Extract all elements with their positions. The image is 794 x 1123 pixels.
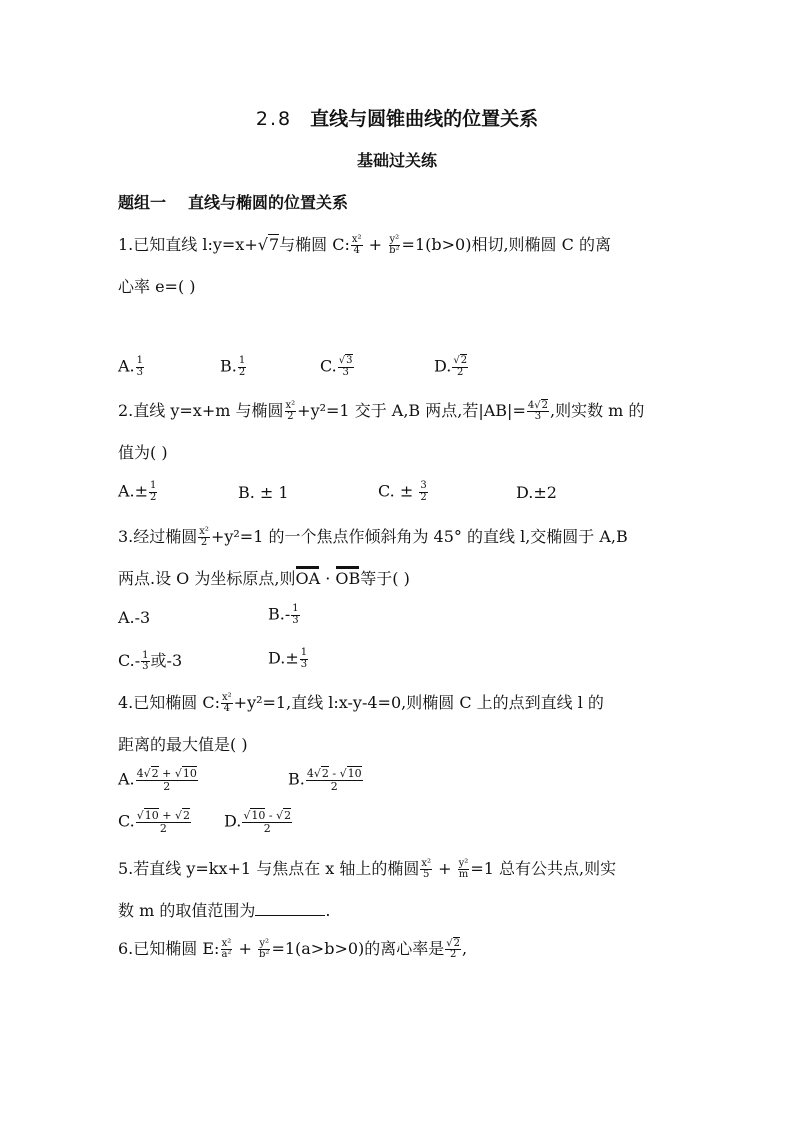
q3-option-b[interactable] <box>268 604 301 626</box>
question-5-line-1 <box>118 856 616 881</box>
q2-option-c-num: 3 <box>420 480 427 491</box>
q1-option-c-radicand: 3 <box>346 355 353 366</box>
q5-plus: + <box>438 859 452 878</box>
q2-ab-fraction <box>527 401 549 423</box>
q2-ab-num: 4√2 <box>527 399 548 411</box>
q3-x-den: 2 <box>200 537 208 548</box>
q4-option-b-fraction <box>306 768 363 792</box>
q1-option-c-label: C. <box>320 356 337 376</box>
q1-option-d-radicand: 2 <box>460 355 468 366</box>
q5-answer-blank[interactable] <box>255 901 325 916</box>
q4-option-c-rad1: 10 <box>144 809 159 822</box>
q4-option-b-den: 2 <box>330 779 338 793</box>
q4-option-a-fraction <box>136 768 198 792</box>
q1-option-a-den: 3 <box>136 366 144 378</box>
q4-option-a-op: + <box>158 767 175 780</box>
q4-option-b-label: B. <box>288 769 305 789</box>
q4-option-c-rad2: 2 <box>183 809 191 822</box>
section-number: 2.8 <box>255 108 293 130</box>
q3-option-d-num: 1 <box>300 647 308 658</box>
q4-option-d-label: D. <box>224 811 242 831</box>
q4-option-d-rad2: 2 <box>284 809 292 822</box>
q4-option-b-op: - <box>328 767 340 780</box>
q3-line2-a: 两点.设 O 为坐标原点,则 <box>118 569 296 588</box>
q2-x-den: 2 <box>287 411 294 422</box>
section-title: 直线与圆锥曲线的位置关系 <box>310 108 539 130</box>
q1-option-a-label: A. <box>118 356 135 376</box>
q1-option-c-den: 3 <box>342 366 349 378</box>
q6-tail: , <box>462 939 468 958</box>
question-3-line-2 <box>118 566 410 589</box>
q2-lead: 2.直线 y=x+m 与椭圆 <box>118 401 284 420</box>
q4-option-d-rad1: 10 <box>251 809 266 822</box>
q4-option-d[interactable] <box>224 810 293 834</box>
q4-option-d-fraction <box>242 810 292 834</box>
q3-option-d-fraction <box>300 648 308 670</box>
q4-option-a-rad2: 10 <box>182 767 197 780</box>
q4-option-a-coef: 4 <box>136 767 144 780</box>
vector-ob: OB <box>335 569 361 588</box>
q3-option-b-den: 3 <box>292 614 299 626</box>
q4-option-a-label: A. <box>118 769 135 789</box>
question-2-line-2: 值为( ) <box>118 443 168 462</box>
q3-x-fraction <box>198 527 210 549</box>
q1-y-num: y² <box>389 233 400 245</box>
q3-option-b-fraction <box>291 604 299 626</box>
q1-option-b-num: 1 <box>238 355 246 366</box>
q6-y-num: y² <box>259 937 270 949</box>
group-title: 直线与椭圆的位置关系 <box>188 193 349 212</box>
q1-option-d-label: D. <box>434 356 452 376</box>
q4-option-c[interactable] <box>118 810 192 834</box>
q4-option-a-den: 2 <box>163 779 171 793</box>
q3-option-b-label: B.- <box>268 604 291 624</box>
q1-option-c-num: √3 <box>338 355 353 366</box>
question-1-line-1 <box>118 232 611 257</box>
q5-y-den: m <box>458 869 469 880</box>
q2-option-c-den: 2 <box>420 491 427 503</box>
q1-y-den: b² <box>389 245 400 256</box>
q1-option-a-num: 1 <box>136 355 144 366</box>
q2-option-a[interactable] <box>118 481 158 503</box>
q4-x-den: 4 <box>223 703 231 714</box>
q4-option-b-rad1: 2 <box>321 767 329 780</box>
q6-e-den: 2 <box>449 949 457 960</box>
q5-x-num: x² <box>421 857 432 869</box>
q2-option-b[interactable]: B. ± 1 <box>238 483 289 502</box>
q2-option-a-den: 2 <box>150 491 157 503</box>
vector-oa: OA <box>295 569 321 588</box>
q1-option-c-fraction <box>338 356 354 378</box>
question-4-line-2: 距离的最大值是( ) <box>118 735 248 754</box>
group-heading <box>118 190 348 213</box>
q1-sqrt7-radicand: 7 <box>268 235 280 254</box>
q2-ab-coef: 4 <box>527 399 535 411</box>
q2-option-d[interactable]: D.±2 <box>516 483 557 502</box>
q2-option-c-label: C. ± <box>378 481 414 501</box>
q3-option-d-den: 3 <box>300 658 308 670</box>
q4-option-d-den: 2 <box>263 821 271 835</box>
q4-option-c-label: C. <box>118 811 135 831</box>
q1-option-b[interactable] <box>220 356 247 378</box>
q4-x-fraction <box>221 693 233 715</box>
q6-y-den: b² <box>259 949 270 960</box>
q6-e-num: √2 <box>446 937 461 949</box>
q4-x-num: x² <box>222 691 232 703</box>
q2-option-a-fraction <box>149 481 157 503</box>
question-1-line-2: 心率 e=( ) <box>118 277 196 296</box>
q3-lead: 3.经过椭圆 <box>118 527 198 546</box>
q4-option-c-fraction <box>136 810 191 834</box>
q3-option-c-suffix: 或-3 <box>150 651 183 670</box>
question-6-line-1 <box>118 936 467 961</box>
q4-option-d-num: √10 - √2 <box>243 809 292 822</box>
q4-option-a[interactable] <box>118 768 199 792</box>
q1-lead: 1.已知直线 l:y=x+ <box>118 235 258 254</box>
q1-plus: + <box>368 235 383 254</box>
q1-option-b-label: B. <box>220 356 237 376</box>
q6-lead: 6.已知椭圆 E: <box>118 939 220 958</box>
q2-x-num: x² <box>285 399 296 411</box>
q2-option-a-label: A.± <box>118 481 149 501</box>
page-title <box>0 104 794 131</box>
q1-y-fraction <box>388 235 400 257</box>
q2-x-fraction <box>285 401 297 423</box>
q4-option-d-op: - <box>265 809 277 822</box>
q3-dot: · <box>325 569 331 588</box>
question-2-line-1 <box>118 398 644 423</box>
q1-option-d[interactable] <box>434 356 469 378</box>
q3-option-c-num: 1 <box>142 649 149 661</box>
q1-mid: 与椭圆 C: <box>279 235 350 254</box>
q6-mid: =1(a>b>0)的离心率是 <box>271 939 445 958</box>
q6-x-den: a² <box>221 949 232 960</box>
q2-tail: ,则实数 m 的 <box>549 401 645 420</box>
q6-x-fraction <box>220 939 232 961</box>
q1-option-a[interactable] <box>118 356 145 378</box>
q1-x-fraction <box>351 235 363 257</box>
q4-option-a-rad1: 2 <box>151 767 159 780</box>
q3-option-d-label: D.± <box>268 648 299 668</box>
q4-option-b-num: 4√2 - √10 <box>306 767 362 780</box>
q5-x-den: 5 <box>423 869 430 880</box>
q4-option-b-coef: 4 <box>306 767 314 780</box>
question-3-line-1 <box>118 524 628 549</box>
q2-mid: +y²=1 交于 A,B 两点,若|AB|= <box>297 401 526 420</box>
q1-option-a-fraction <box>136 356 144 378</box>
q3-option-c-label: C.- <box>118 651 141 670</box>
page-subtitle: 基础过关练 <box>356 151 437 170</box>
q1-option-d-fraction <box>452 356 468 378</box>
q2-option-a-num: 1 <box>150 480 157 491</box>
q6-y-fraction <box>258 939 270 961</box>
q1-option-c[interactable] <box>320 356 355 378</box>
q2-option-c[interactable] <box>378 481 429 503</box>
q6-e-fraction <box>445 939 461 961</box>
q3-x-num: x² <box>199 525 209 537</box>
q4-lead: 4.已知椭圆 C: <box>118 693 220 712</box>
q4-option-c-op: + <box>158 809 175 822</box>
q4-option-a-num: 4√2 + √10 <box>136 767 197 780</box>
q1-option-d-den: 2 <box>457 366 464 378</box>
group-label: 题组一 <box>118 193 167 212</box>
q1-x-den: 4 <box>353 245 360 256</box>
q6-e-radicand: 2 <box>453 937 461 949</box>
q2-option-c-fraction <box>419 481 427 503</box>
q4-option-c-den: 2 <box>159 821 167 835</box>
q1-option-d-num: √2 <box>453 355 468 366</box>
question-5-line-2 <box>118 898 330 921</box>
q5-lead: 5.若直线 y=kx+1 与焦点在 x 轴上的椭圆 <box>118 859 420 878</box>
q4-option-b[interactable] <box>288 768 364 792</box>
q3-line2-b: 等于( ) <box>360 569 410 588</box>
q3-option-a[interactable]: A.-3 <box>118 608 151 627</box>
q3-option-c[interactable] <box>118 648 182 673</box>
q4-option-b-rad2: 10 <box>347 767 362 780</box>
q2-ab-radicand: 2 <box>541 399 548 411</box>
q5-x-fraction <box>420 859 432 881</box>
q1-tail: =1(b>0)相切,则椭圆 C 的离 <box>401 235 611 254</box>
q3-option-c-den: 3 <box>142 661 149 672</box>
q1-sqrt7: √7 <box>257 235 280 254</box>
q3-option-b-num: 1 <box>292 603 299 614</box>
q1-option-b-den: 2 <box>238 366 246 378</box>
question-4-line-1 <box>118 690 604 715</box>
q5-line2-b: . <box>325 901 331 920</box>
q5-line2-a: 数 m 的取值范围为 <box>118 901 256 920</box>
q6-plus: + <box>238 939 252 958</box>
q3-tail: +y²=1 的一个焦点作倾斜角为 45° 的直线 l,交椭圆于 A,B <box>210 527 628 546</box>
q4-option-c-num: √10 + √2 <box>136 809 191 822</box>
q5-tail: =1 总有公共点,则实 <box>470 859 617 878</box>
q5-y-fraction <box>458 859 470 881</box>
q3-option-d[interactable] <box>268 648 309 670</box>
q2-ab-den: 3 <box>534 411 542 422</box>
q5-y-num: y² <box>458 857 469 869</box>
q1-option-b-fraction <box>238 356 246 378</box>
q6-x-num: x² <box>221 937 232 949</box>
q1-x-num: x² <box>351 233 362 245</box>
q3-option-c-fraction <box>141 651 149 673</box>
q4-tail: +y²=1,直线 l:x-y-4=0,则椭圆 C 上的点到直线 l 的 <box>233 693 604 712</box>
